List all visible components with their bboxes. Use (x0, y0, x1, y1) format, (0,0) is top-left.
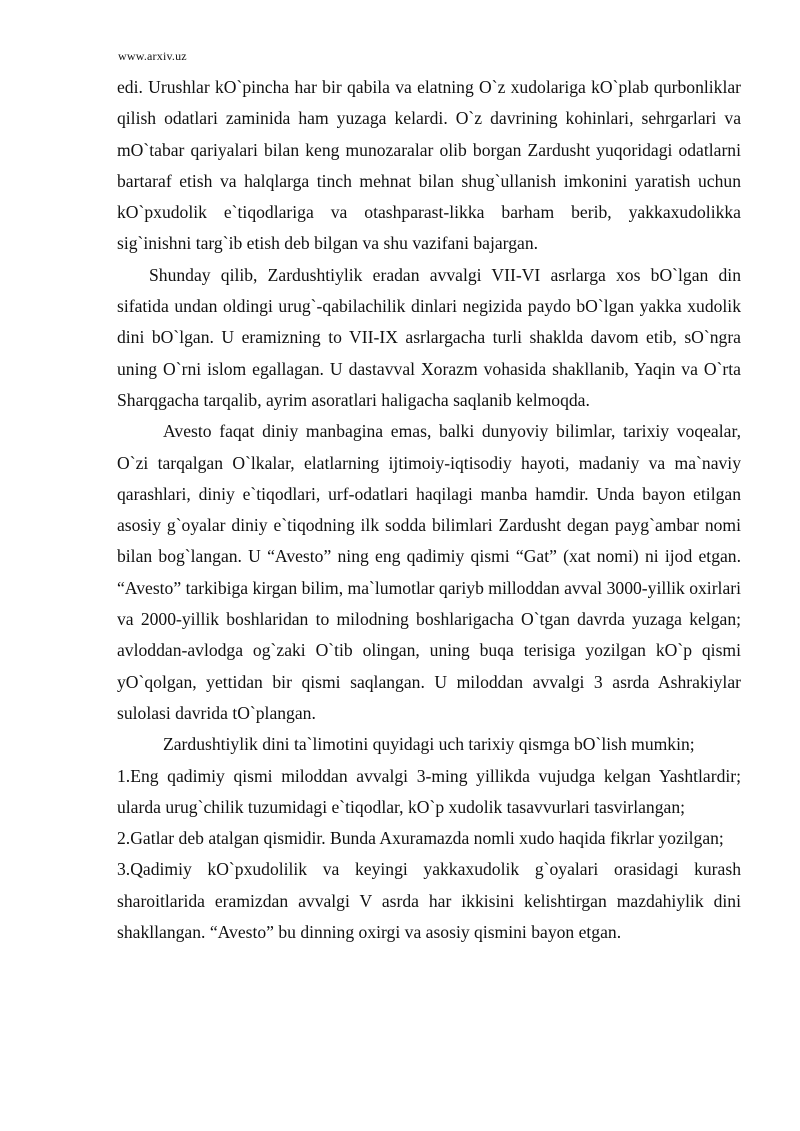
list-item-3: 3.Qadimiy kO`pxudolilik va keyingi yakkaxudolik g`oyalari orasidagi kurash sharoitlarida eramizdan avvalgi V asrda har ikkisini kelishtirgan mazdahiylik dini shakllangan. “Avesto” bu dinning oxirgi va asosiy qismini bayon etgan. (117, 859, 741, 943)
paragraph-three-parts-intro: Zardushtiylik dini ta`limotini quyidagi uch tarixiy qismga bO`lish mumkin; (163, 734, 695, 755)
paragraph-continuation: edi. Urushlar kO`pincha har bir qabila va elatning O`z xudolariga kO`plab qurbonliklar qilish odatlari zaminida ham yuzaga kelardi. O`z davrining kohinlari, sehrgarlari va mO`tabar qariyalari bilan keng munozaralar olib borgan Zardusht yuqoridagi odatlarni bartaraf etish va halqlarga tinch mehnat bilan shug`ullanish imkonini yaratish uchun kO`pxudolik e`tiqodlariga va otashparast-likka barham berib, yakkaxudolikka sig`inishni targ`ib etish deb bilgan va shu vazifani bajargan. (117, 77, 741, 254)
site-header: www.arxiv.uz (118, 49, 187, 63)
list-item-1: 1.Eng qadimiy qismi miloddan avvalgi 3-ming yillikda vujudga kelgan Yashtlardir; ularda urug`chilik tuzumidagi e`tiqodlar, kO`p xudolik tasavvurlari tasvirlangan; (117, 765, 741, 817)
paragraph-zardushtiylik-era: Shunday qilib, Zardushtiylik eradan avvalgi VII-VI asrlarga xos bO`lgan din sifatida undan oldingi urug`-qabilachilik dinlari negizida paydo bO`lgan yakka xudolik dini bO`lgan. U eramizning to VII-IX asrlargacha turli shaklda davom etib, sO`ngra uning O`rni islom egallagan. U dastavval Xorazm vohasida shakllanib, Yaqin va O`rta Sharqgacha tarqalib, ayrim asoratlari haligacha saqlanib kelmoqda. (117, 264, 741, 410)
list-item-2: 2.Gatlar deb atalgan qismidir. Bunda Axuramazda nomli xudo haqida fikrlar yozilgan; (117, 828, 724, 849)
paragraph-avesto: Avesto faqat diniy manbagina emas, balki dunyoviy bilimlar, tarixiy voqealar, O`zi tarqalgan O`lkalar, elatlarning ijtimoiy-iqtisodiy hayoti, madaniy va ma`naviy qarashlari, diniy e`tiqodlari, urf-odatlari haqilagi manba hamdir. Unda bayon etilgan asosiy g`oyalar diniy e`tiqodning ilk sodda bilimlari Zardusht degan payg`ambar nomi bilan bog`langan. U “Avesto” ning eng qadimiy qismi “Gat” (xat nomi) ni ijod etgan. “Avesto” tarkibiga kirgan bilim, ma`lumotlar qariyb milloddan avval 3000-yillik oxirlari va 2000-yillik boshlaridan to milodning boshlarigacha O`tgan davrda yuzaga kelgan; avloddan-avlodga og`zaki O`tib olingan, uning buqa terisiga yozilgan kO`p qismi yO`qolgan, yettidan bir qismi saqlangan. U miloddan avvalgi 3 asrda Ashrakiylar sulolasi davrida tO`plangan. (117, 421, 741, 723)
document-body (117, 72, 741, 948)
